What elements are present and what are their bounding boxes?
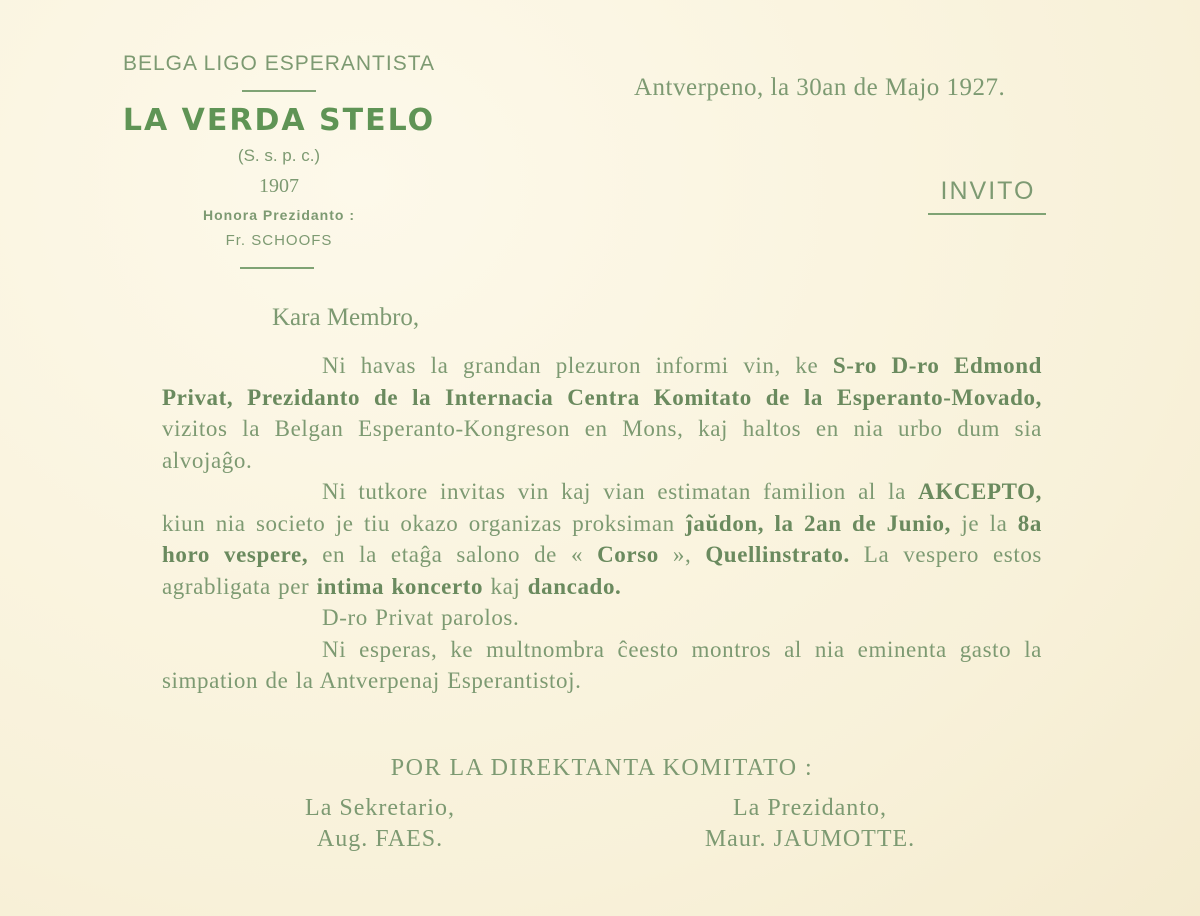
- p2-text-c: kiun nia societo je tiu okazo organizas proksiman: [162, 510, 686, 536]
- secretary-role: La Sekretario,: [305, 795, 455, 821]
- p1-bold-guest: S-ro D-ro Edmond Privat, Prezidanto de la Internacia Centra Komitato de la Esperanto-Movado,: [162, 353, 1042, 410]
- organization-name: BELGA LIGO ESPERANTISTA: [122, 52, 436, 75]
- p2-bold-street: Quellinstrato.: [705, 542, 850, 567]
- p2-bold-date: ĵaŭdon, la 2an de Junio,: [685, 510, 951, 536]
- president-role: La Prezidanto,: [733, 795, 887, 821]
- p2-text-k: La vespero estos agrabligata per: [162, 542, 1042, 599]
- p2-bold-dancing: dancado.: [527, 573, 622, 599]
- p2-text-g: en la etaĝa salono de «: [308, 542, 598, 567]
- p2-bold-akcepto: AKCEPTO,: [918, 479, 1042, 504]
- p2-text-m: kaj: [483, 573, 528, 599]
- founding-year: 1907: [259, 175, 299, 197]
- signature-president: [660, 793, 960, 855]
- society-subtitle: (S. s. p. c.): [237, 146, 321, 165]
- invitation-heading: INVITO: [940, 177, 1036, 205]
- paragraph-1: [162, 350, 1042, 476]
- p2-bold-concert: intima koncerto: [316, 573, 484, 599]
- invitation-heading-underline: [928, 213, 1046, 215]
- signoff-heading: POR LA DIREKTANTA KOMITATO :: [390, 755, 814, 781]
- date-line: Antverpeno, la 30an de Majo 1927.: [634, 74, 1006, 101]
- p2-text-e: je la: [950, 510, 1018, 536]
- p1-text-c: vizitos la Belgan Esperanto-Kongreson en Mons, kaj haltos en nia urbo dum sia alvojaĝo.: [162, 416, 1042, 473]
- header-rule-bottom: [240, 267, 314, 269]
- society-title: LA VERDA STELO: [122, 103, 436, 138]
- p1-text-a: Ni havas la grandan plezuron informi vin, ke: [322, 353, 833, 378]
- secretary-name: Aug. FAES.: [316, 826, 444, 852]
- paragraph-4: Ni esperas, ke multnombra ĉeesto montros al nia eminenta gasto la simpation de la Antverpenaj Esperantistoj.: [162, 636, 1042, 693]
- paragraph-2: [162, 476, 1042, 602]
- p2-text-a: Ni tutkore invitas vin kaj vian estimatan familion al la: [322, 479, 919, 504]
- p2-bold-venue: Corso: [597, 542, 659, 567]
- honorary-label: Honora Prezidanto :: [202, 207, 355, 223]
- header-rule-top: [242, 90, 316, 92]
- p2-bold-time: 8a horo vespere,: [162, 510, 1042, 567]
- p2-text-i: »,: [658, 542, 706, 567]
- president-name: Maur. JAUMOTTE.: [704, 826, 916, 852]
- salutation: Kara Membro,: [272, 304, 420, 331]
- letter-body: [162, 350, 1042, 697]
- paragraph-3: D-ro Privat parolos.: [322, 605, 520, 630]
- honorary-name: Fr. SCHOOFS: [225, 232, 333, 249]
- signature-secretary: [270, 793, 490, 855]
